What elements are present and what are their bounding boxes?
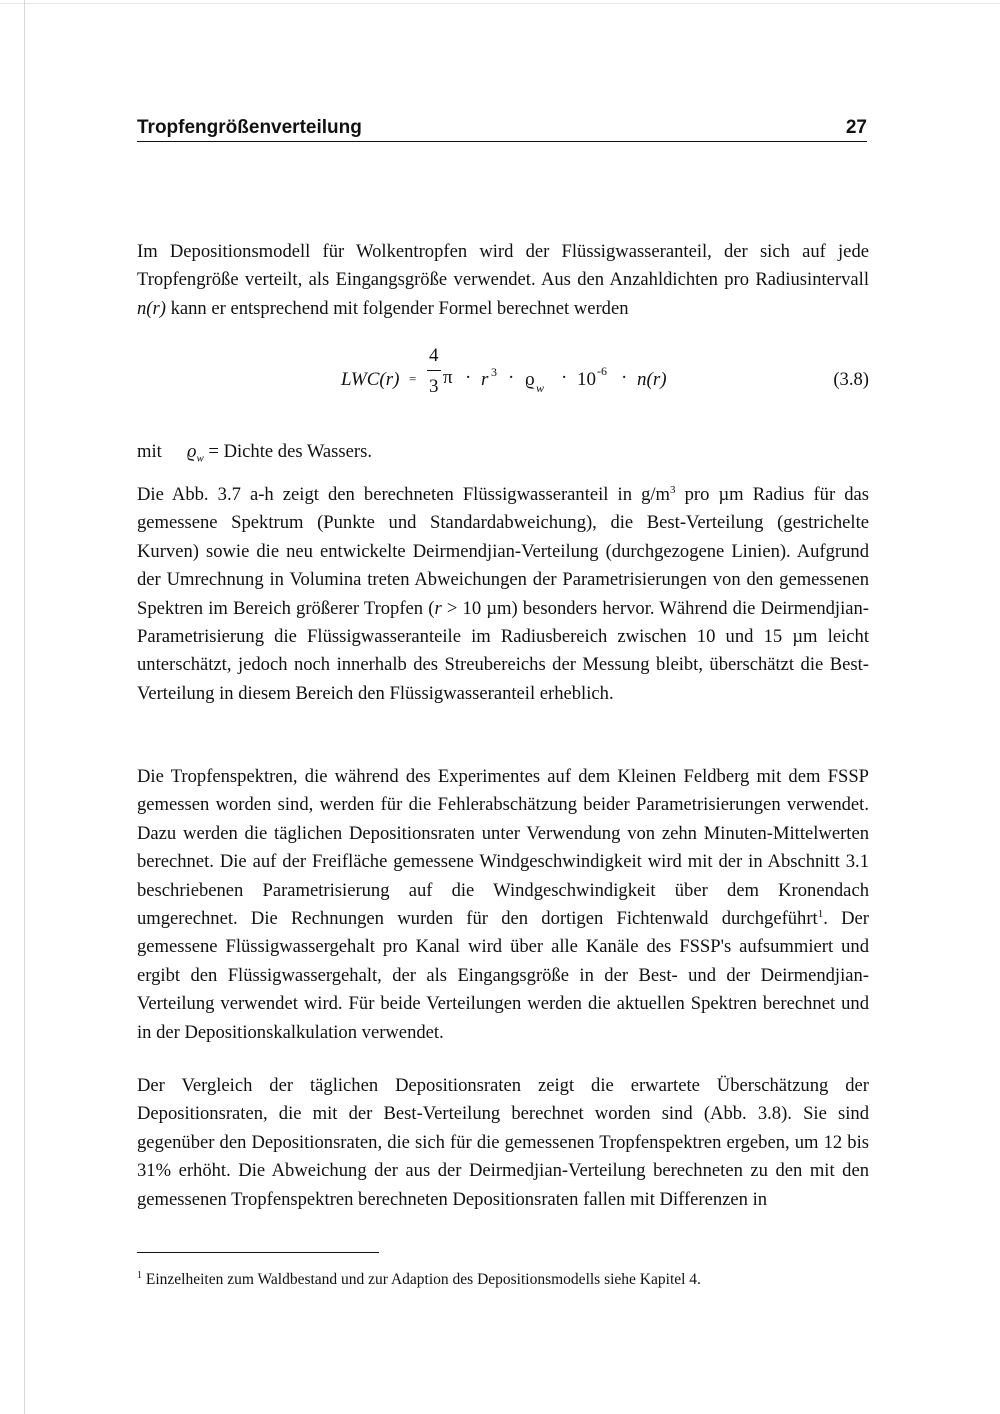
running-header [137,118,867,142]
paragraph-fssp: Die Tropfenspektren, die während des Experimentes auf dem Kleinen Feldberg mit dem FSSP gemessen worden sind, werden für die Fehlerabschätzung beider Parametrisierungen verwendet. Dazu werden die täglichen Depositionsraten unter Verwendung von zehn Minuten-Mittelwerten berechnet. Die auf der Freifläche gemessene Windgeschwindigkeit wird mit der in Abschnitt 3.1 beschriebenen Parametrisierung auf die Windgeschwindigkeit über dem Kronendach umgerechnet. Die Rechnungen wurden für den dortigen Fichtenwald durchgeführt$^1$. Der gemessene Flüssigwassergehalt pro Kanal wird über alle Kanäle des FSSP's aufsummiert und ergibt den Flüssigwassergehalt, der als Eingangsgröße in der Best- und der Deirmendjian-Verteilung verwendet wird. Für beide Verteilungen werden die aktuellen Spektren berechnet und in der Depositionskalkulation verwendet. [137,766,869,1043]
footnote-text: Einzelheiten zum Waldbestand und zur Adaption des Depositionsmodells siehe Kapitel 4. [142,1271,701,1288]
eq-ten: 10 [577,369,596,390]
footnote-divider [137,1252,379,1253]
equation-number: (3.8) [833,369,869,390]
eq-ten-exp: -6 [597,364,607,378]
eq-lhs: LWC(r) [341,369,400,390]
eq-pi: π [443,367,453,388]
eq-frac-num: 4 [429,345,439,366]
definition-label: mit [137,441,162,462]
scan-binding-edge [24,0,25,1414]
eq-r-exp: 3 [491,365,497,379]
eq-dot: · [465,367,472,388]
eq-rho: ϱ [525,369,535,390]
paragraph-intro: Im Depositionsmodell für Wolkentropfen wird der Flüssigwasseranteil, der sich auf jede Tropfengröße verteilt, als Eingangsgröße verwendet. Aus den Anzahldichten pro Radiusintervall n(r) kann er entsprechend mit folgender Formel berechnet werden [137,241,869,319]
paragraph-comparison: Der Vergleich der täglichen Depositionsraten zeigt die erwartete Überschätzung der Depositionsraten, die mit der Best-Verteilung berechnet worden sind (Abb. 3.8). Sie sind gegenüber den Depositionsraten, die sich für die gemessenen Tropfenspektren ergeben, um 12 bis 31% erhöht. Die Abweichung der aus der Deirmedjian-Verteilung berechneten zu den mit den gemessenen Tropfenspektren berechneten Depositionsraten fallen mit Differenzen in [137,1075,869,1210]
eq-nr: n(r) [637,369,667,390]
eq-dot: · [561,367,568,388]
eq-dot: · [621,367,628,388]
variable-nr: n(r) [137,297,166,319]
footnote-marker: 1 [137,1270,142,1281]
footnote-ref: 1 [817,908,824,921]
eq-equals: = [409,371,417,386]
section-title: Tropfengrößenverteilung [137,117,362,138]
page-number: 27 [845,117,867,138]
paragraph-figure-3-7: Die Abb. 3.7 a-h zeigt den berechneten Flüssigwasseranteil in $g/m^3$ pro µm Radius für das gemessene Spektrum (Punkte und Standardabweichung), die Best-Verteilung (gestrichelte Kurven) sowie die neu entwickelte Deirmendjian-Verteilung (durchgezogene Linien). Aufgrund der Umrechnung in Volumina treten Abweichungen der Parametrisierungen von den gemessenen Spektren im Bereich größerer Tropfen (r > 10 µm) besonders hervor. Während die Deirmendjian-Parametrisierung die Flüssigwasseranteile im Radiusbereich zwischen 10 und 15 µm leicht unterschätzt, jedoch noch innerhalb des Streubereichs der Messung bleibt, überschätzt die Best-Verteilung in diesem Bereich den Flüssigwasseranteil erheblich. [137,484,869,704]
footnote [137,1270,701,1290]
eq-frac-den: 3 [429,376,439,397]
equation-3-8 [137,345,869,409]
definition-text: $ϱ_w$ = Dichte des Wassers. [187,441,372,465]
eq-dot: · [508,367,515,388]
eq-r: r [481,369,489,390]
scan-top-edge [0,3,1000,4]
eq-frac-bar [427,370,441,371]
eq-rho-sub: w [536,381,545,395]
